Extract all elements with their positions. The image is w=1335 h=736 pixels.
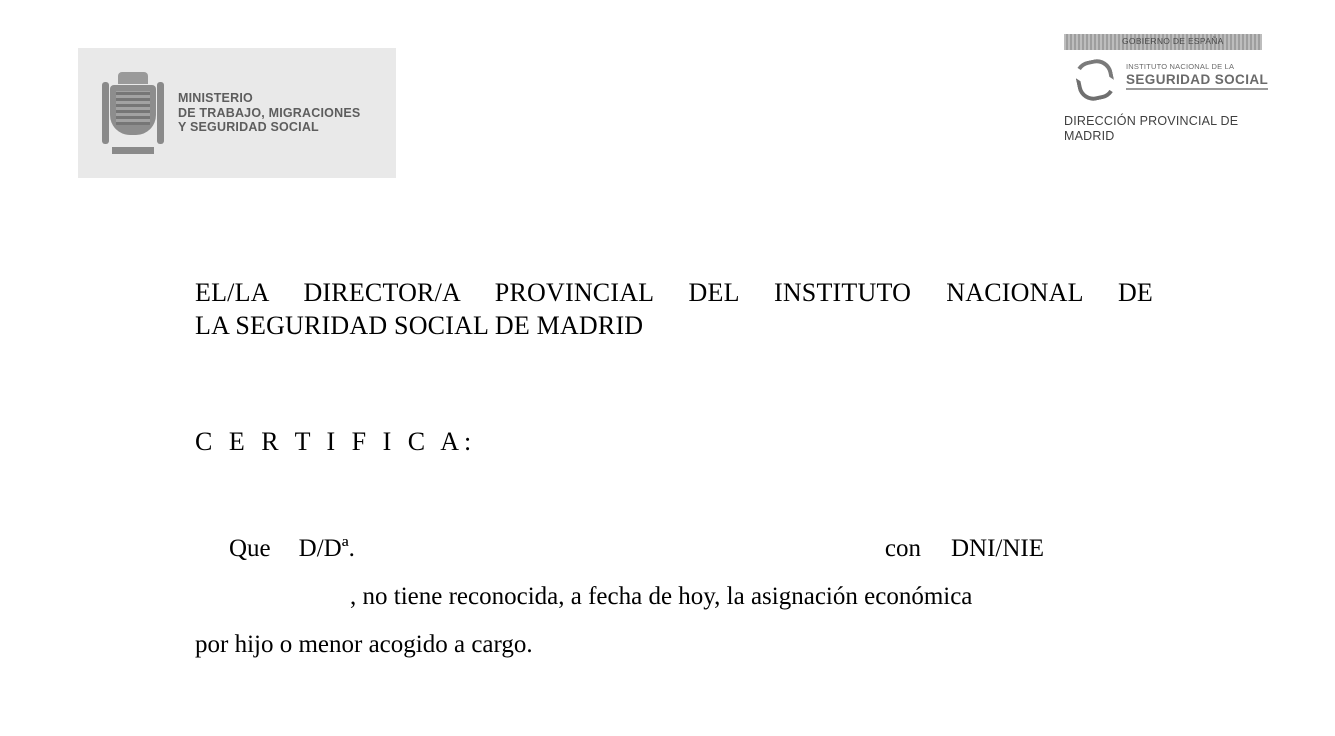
spain-coat-of-arms-icon	[102, 72, 164, 154]
provincial-office-line-2: MADRID	[1064, 129, 1115, 143]
dd-word: D/Dª.	[298, 535, 355, 562]
page-title-line-1: EL/LA DIRECTOR/A PROVINCIAL DEL INSTITUTO NACIONAL DE	[195, 278, 1153, 307]
inss-logo-block	[1064, 34, 1269, 144]
inss-emblem-row	[1064, 56, 1269, 104]
certificate-text-rest-1: , no tiene reconocida, a fecha de hoy, la asignación económica	[350, 583, 973, 610]
social-security-swirl-icon	[1070, 56, 1116, 102]
ministry-logo-block	[78, 48, 396, 178]
que-word: Que	[229, 535, 271, 562]
page-title	[195, 276, 1160, 342]
certificate-text-line-3: por hijo o menor acogido a cargo.	[195, 631, 533, 658]
dni-label: DNI/NIE	[950, 535, 1044, 562]
gobierno-de-espana-label: GOBIERNO DE ESPAÑA	[1122, 36, 1224, 46]
ministry-line-3: Y SEGURIDAD SOCIAL	[178, 120, 319, 135]
inss-big-label: SEGURIDAD SOCIAL	[1126, 72, 1268, 90]
certificate-text-line-2	[195, 573, 1160, 621]
page-title-line-2: LA SEGURIDAD SOCIAL DE MADRID	[195, 311, 644, 340]
certificate-text	[195, 525, 1160, 669]
document-body	[195, 276, 1160, 669]
inss-name	[1126, 62, 1268, 90]
ministry-name	[178, 91, 360, 135]
certificate-text-line-1	[195, 525, 1160, 573]
provincial-office-line-1: DIRECCIÓN PROVINCIAL DE	[1064, 114, 1239, 128]
document-header	[0, 0, 1335, 200]
con-word: con	[884, 535, 921, 562]
gobierno-de-espana-bar	[1064, 34, 1262, 50]
ministry-line-2: DE TRABAJO, MIGRACIONES	[178, 105, 361, 120]
inss-small-label: INSTITUTO NACIONAL DE LA	[1126, 62, 1235, 71]
certifies-label: C E R T I F I C A:	[195, 427, 477, 456]
ministry-line-1: MINISTERIO	[178, 91, 253, 106]
provincial-office	[1064, 114, 1264, 144]
